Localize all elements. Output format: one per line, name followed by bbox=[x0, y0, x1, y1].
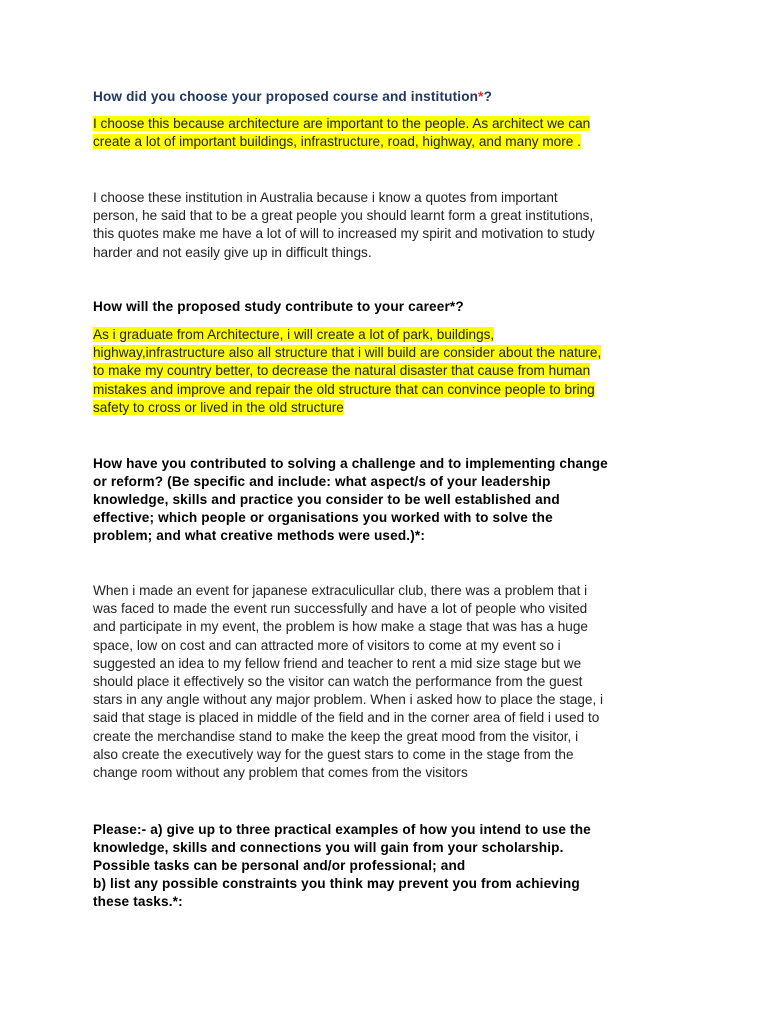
answer-line: said that stage is placed in middle of the field and in the corner area of field i used to bbox=[93, 710, 600, 726]
highlighted-line: As i graduate from Architecture, i will create a lot of park, buildings, bbox=[93, 327, 495, 342]
question-end: ? bbox=[483, 89, 493, 104]
highlighted-line: I choose this because architecture are important to the people. As architect we can bbox=[93, 116, 591, 131]
question-course-institution bbox=[93, 88, 683, 106]
question-line: or reform? (Be specific and include: what aspect/s of your leadership bbox=[93, 474, 551, 489]
question-line: problem; and what creative methods were used.)*: bbox=[93, 528, 426, 543]
answer-line: person, he said that to be a great people you should learnt form a great institutions, bbox=[93, 208, 594, 224]
highlighted-line: create a lot of important buildings, infrastructure, road, highway, and many more . bbox=[93, 134, 581, 150]
question-leadership-challenge bbox=[93, 455, 683, 545]
question-line: knowledge, skills and connections you will gain from your scholarship. bbox=[93, 840, 564, 855]
highlighted-line: mistakes and improve and repair the old structure that can convince people to bring bbox=[93, 381, 595, 397]
answer-line: also create the executively way for the guest stars to come in the stage from the bbox=[93, 746, 574, 762]
question-line: b) list any possible constraints you think may prevent you from achieving bbox=[93, 876, 580, 891]
required-asterisk: * bbox=[478, 89, 484, 104]
answer-career-highlighted bbox=[93, 326, 683, 417]
answer-line: When i made an event for japanese extraculicullar club, there was a problem that i bbox=[93, 583, 588, 598]
question-line: How have you contributed to solving a challenge and to implementing change bbox=[93, 456, 608, 471]
highlighted-line: to make my country better, to decrease the natural disaster that cause from human bbox=[93, 363, 591, 379]
question-line: effective; which people or organisations you worked with to solve the bbox=[93, 510, 553, 525]
highlighted-line: highway,infrastructure also all structure that i will build are consider about the nature, bbox=[93, 345, 602, 361]
question-line: Please:- a) give up to three practical examples of how you intend to use the bbox=[93, 822, 591, 837]
answer-leadership-challenge bbox=[93, 582, 683, 782]
answer-line: should place it effectively so the visitor can watch the performance from the guest bbox=[93, 674, 583, 690]
answer-line: change room without any problem that comes from the visitors bbox=[93, 765, 468, 781]
answer-line: create the merchandise stand to make the keep the great mood from the visitor, i bbox=[93, 728, 579, 744]
question-practical-examples bbox=[93, 821, 683, 911]
question-text: How did you choose your proposed course and institution bbox=[93, 89, 479, 104]
answer-line: suggested an idea to my fellow friend and teacher to rent a mid size stage but we bbox=[93, 655, 582, 671]
question-line: Possible tasks can be personal and/or professional; and bbox=[93, 858, 466, 873]
answer-line: was faced to made the event run successfully and have a lot of people who visited bbox=[93, 601, 588, 617]
answer-line: harder and not easily give up in difficult things. bbox=[93, 244, 372, 260]
answer-line: I choose these institution in Australia because i know a quotes from important bbox=[93, 190, 558, 205]
answer-line: and participate in my event, the problem is how make a stage that was has a huge bbox=[93, 619, 588, 635]
highlighted-line: safety to cross or lived in the old structure bbox=[93, 399, 344, 415]
answer-line: space, low on cost and can attracted more of visitors to come at my event so i bbox=[93, 637, 561, 653]
answer-course-highlighted bbox=[93, 115, 683, 151]
answer-line: this quotes make me have a lot of will to increased my spirit and motivation to study bbox=[93, 226, 595, 242]
question-career-contribution: How will the proposed study contribute to your career*? bbox=[93, 299, 464, 314]
question-line: these tasks.*: bbox=[93, 894, 183, 909]
question-line: knowledge, skills and practice you consider to be well established and bbox=[93, 492, 560, 507]
answer-institution bbox=[93, 189, 683, 262]
answer-line: stars in any angle without any major problem. When i asked how to place the stage, i bbox=[93, 692, 604, 708]
